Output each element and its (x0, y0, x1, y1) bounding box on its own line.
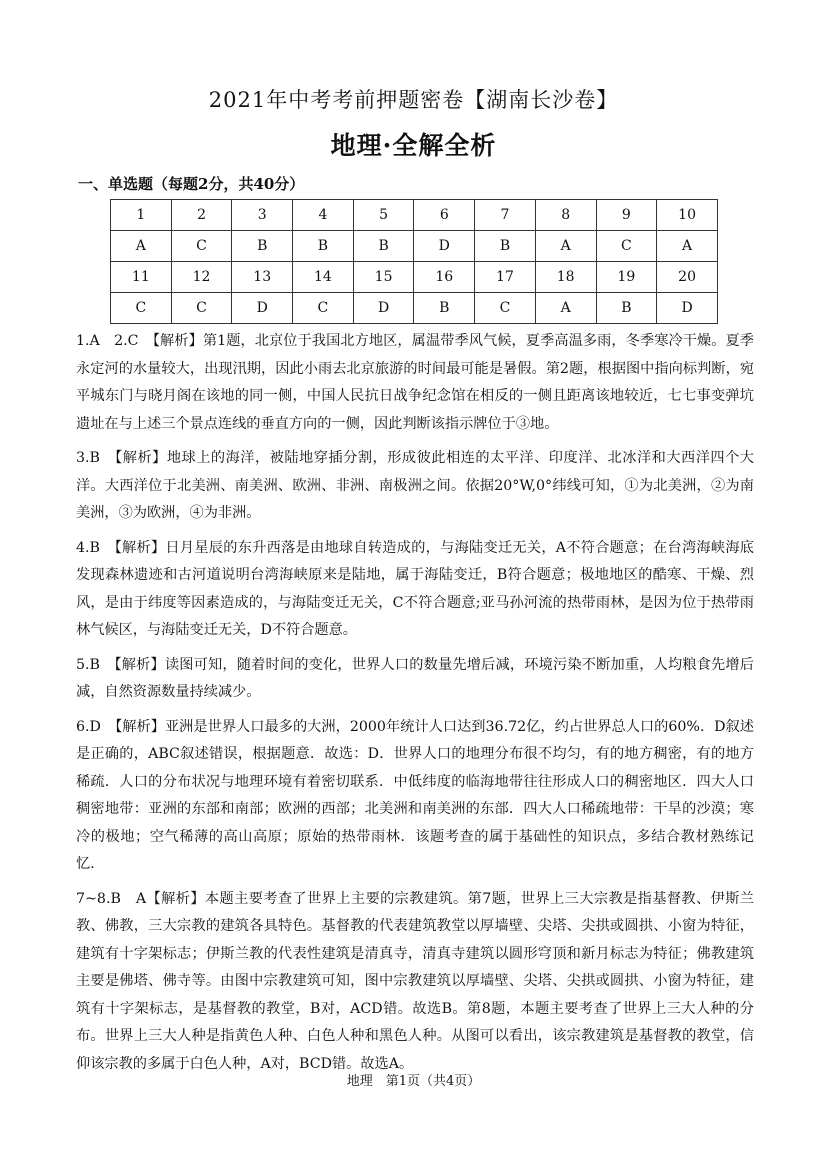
question-number-cell: 7 (475, 200, 536, 231)
question-number-cell: 4 (293, 200, 354, 231)
answer-cell: A (535, 231, 596, 262)
answer-cell: A (111, 231, 172, 262)
answer-cell: C (475, 293, 536, 324)
answer-cell: C (171, 293, 232, 324)
explanation-paragraph: 5.B 【解析】读图可知，随着时间的变化，世界人口的数量先增后减，环境污染不断加重，人均粮食先增后减，自然资源数量持续减少。 (76, 656, 754, 700)
explanation-paragraph: 4.B 【解析】日月星辰的东升西落是由地球自转造成的，与海陆变迁无关，A不符合题意；在台湾海峡海底发现森林遗迹和古河道说明台湾海峡原来是陆地，属于海陆变迁，B符合题意；极地地区的酷寒、干燥、烈风，是由于纬度等因素造成的，与海陆变迁无关，C不符合题意;亚马孙河流的热带雨林，是因为位于热带雨林气候区，与海陆变迁无关，D不符合题意。 (76, 539, 754, 638)
explanations (76, 328, 754, 1085)
answer-cell: D (414, 231, 475, 262)
question-number-cell: 6 (414, 200, 475, 231)
answer-cell: B (293, 231, 354, 262)
question-number-cell: 14 (293, 262, 354, 293)
answer-cell: B (596, 293, 657, 324)
answer-cell: D (232, 293, 293, 324)
question-number-cell: 11 (111, 262, 172, 293)
question-number-cell: 9 (596, 200, 657, 231)
question-number-cell: 5 (353, 200, 414, 231)
question-number-cell: 18 (535, 262, 596, 293)
explanation-paragraph: 6.D 【解析】亚洲是世界人口最多的大洲，2000年统计人口达到36.72亿，约占世界总人口的60%．D叙述是正确的，ABC叙述错误，根据题意．故选：D．世界人口的地理分布很不均匀，有的地方稠密，有的地方稀疏．人口的分布状况与地理环境有着密切联系．中低纬度的临海地带往往形成人口的稠密地区．四大人口稠密地带：亚洲的东部和南部；欧洲的西部；北美洲和南美洲的东部．四大人口稀疏地带：干旱的沙漠；寒冷的极地；空气稀薄的高山高原；原始的热带雨林．该题考查的属于基础性的知识点，多结合教材熟练记忆． (76, 718, 754, 872)
answer-cell: A (657, 231, 718, 262)
document-title: 2021年中考考前押题密卷【湖南长沙卷】 (208, 88, 619, 112)
question-number-cell: 16 (414, 262, 475, 293)
answer-table-row (111, 200, 718, 231)
answer-cell: C (111, 293, 172, 324)
answer-table-row (111, 262, 718, 293)
explanation-paragraph: 7~8.B A【解析】本题主要考查了世界上主要的宗教建筑。第7题，世界上三大宗教是指基督教、伊斯兰教、佛教，三大宗教的建筑各具特色。基督教的代表建筑教堂以厚墙壁、尖塔、尖拱或圆拱、小窗为特征，建筑有十字架标志；伊斯兰教的代表性建筑是清真寺，清真寺建筑以圆形穹顶和新月标志为特征；佛教建筑主要是佛塔、佛寺等。由图中宗教建筑可知，图中宗教建筑以厚墙壁、尖塔、尖拱或圆拱、小窗为特征，建筑有十字架标志，是基督教的教堂，B对，ACD错。故选B。第8题，本题主要考查了世界上三大人种的分布。世界上三大人种是指黄色人种、白色人种和黑色人种。从图可以看出，该宗教建筑是基督教的教堂，信仰该宗教的多属于白色人种，A对，BCD错。故选A。 (76, 890, 754, 1072)
explanation-paragraph: 3.B 【解析】地球上的海洋，被陆地穿插分割，形成彼此相连的太平洋、印度洋、北冰洋和大西洋四个大洋。大西洋位于北美洲、南美洲、欧洲、非洲、南极洲之间。依据20°W,0°纬线可知，①为北美洲，②为南美洲，③为欧洲，④为非洲。 (76, 450, 754, 521)
question-number-cell: 3 (232, 200, 293, 231)
page-footer: 地理 第1页（共4页） (346, 1074, 481, 1089)
answer-table (110, 199, 718, 324)
answer-cell: B (414, 293, 475, 324)
answer-cell: B (353, 231, 414, 262)
question-number-cell: 15 (353, 262, 414, 293)
explanation-paragraph: 1.A 2.C 【解析】第1题，北京位于我国北方地区，属温带季风气候，夏季高温多雨，冬季寒冷干燥。夏季永定河的水量较大，出现汛期，因此小雨去北京旅游的时间最可能是暑假。第2题，根据图中指向标判断，宛平城东门与晓月阁在该地的同一侧，中国人民抗日战争纪念馆在相反的一侧且距离该地较近，七七事变弹坑遗址在与上述三个景点连线的垂直方向的一侧，因此判断该指示牌位于③地。 (76, 333, 754, 432)
document-subtitle: 地理·全解全析 (330, 131, 497, 160)
question-number-cell: 1 (111, 200, 172, 231)
question-number-cell: 13 (232, 262, 293, 293)
answer-cell: B (475, 231, 536, 262)
question-number-cell: 2 (171, 200, 232, 231)
answer-table-row (111, 293, 718, 324)
answer-cell: A (535, 293, 596, 324)
answer-cell: D (657, 293, 718, 324)
question-number-cell: 8 (535, 200, 596, 231)
answer-table-row (111, 231, 718, 262)
section-heading: 一、单选题（每题2分，共40分） (78, 175, 305, 193)
question-number-cell: 19 (596, 262, 657, 293)
answer-cell: B (232, 231, 293, 262)
question-number-cell: 10 (657, 200, 718, 231)
question-number-cell: 12 (171, 262, 232, 293)
answer-cell: C (293, 293, 354, 324)
question-number-cell: 20 (657, 262, 718, 293)
answer-cell: D (353, 293, 414, 324)
answer-cell: C (596, 231, 657, 262)
answer-cell: C (171, 231, 232, 262)
question-number-cell: 17 (475, 262, 536, 293)
